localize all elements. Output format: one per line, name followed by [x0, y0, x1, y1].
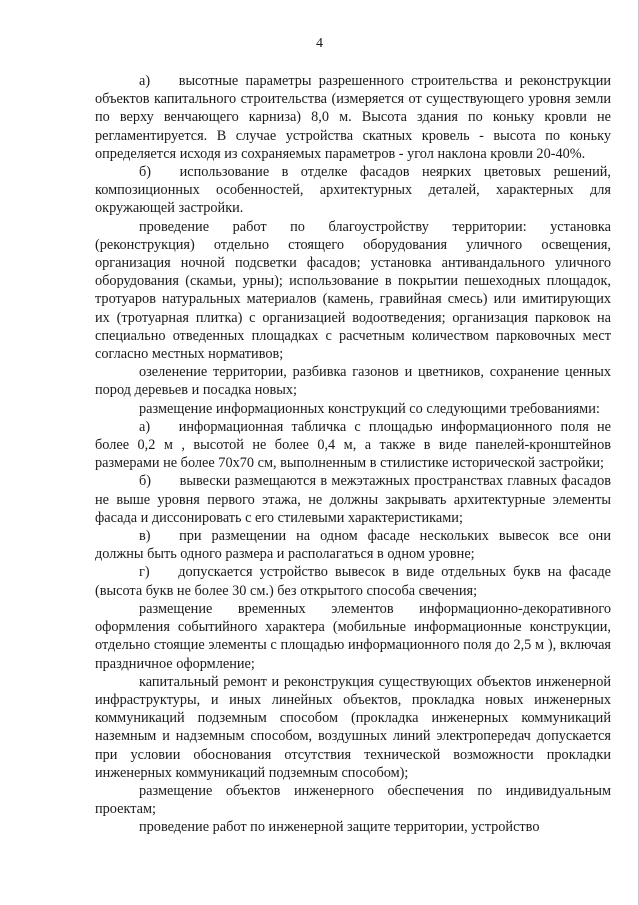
paragraph-info-plate: а) информационная табличка с площадью информационного поля не более 0,2 м , высотой не более 0,4 м, а также в виде панелей-кронштейнов размерами не более 70х70 см, выполненным в стилистике исторической застройки;: [95, 418, 611, 472]
paragraph-engineering-facilities: размещение объектов инженерного обеспечения по индивидуальным проектам;: [95, 782, 611, 818]
paragraph-engineering-infrastructure: капитальный ремонт и реконструкция существующих объектов инженерной инфраструктуры, и иных линейных объектов, прокладка новых инженерных коммуникаций подземным способом (прокладка инженерных коммуникаций наземным и надземным способом, воздушных линий электропередач допускается при условии обоснования отсутствия технической возможности прокладки инженерных коммуникаций подземным способом);: [95, 673, 611, 781]
paragraph-height-parameters: а) высотные параметры разрешенного строительства и реконструкции объектов капитального строительства (измеряется от существующего уровня земли по верху венчающего карниза) 8,0 м. Высота здания по коньку кровли не регламентируется. В случае устройства скатных кровель - высота по коньку определяется исходя из сохраняемых параметров - угол наклона кровли 20-40%.: [95, 73, 611, 162]
document-body: [95, 72, 611, 837]
paragraph-signboard-letters: г) допускается устройство вывесок в виде отдельных букв на фасаде (высота букв не более 30 см.) без открытого способа свечения;: [95, 564, 611, 599]
paragraph-info-structures: размещение информационных конструкций со следующими требованиями:: [139, 400, 600, 417]
paragraph-greening: озеленение территории, разбивка газонов и цветников, сохранение ценных пород деревьев и посадка новых;: [95, 364, 611, 399]
page-number: 4: [316, 36, 323, 51]
paragraph-landscaping-works: проведение работ по благоустройству территории: установка (реконструкция) отдельно стоящего оборудования уличного освещения, организация ночной подсветки фасадов; установка антивандального уличного оборудования (скамьи, урны); использование в покрытии пешеходных площадок, тротуаров натуральных материалов (камень, гравийная смесь) или имитирующих их (тротуарная плитка) с организацией водоотведения; организация парковок на специально отведенных площадках с расчетным количеством парковочных мест согласно местных нормативов;: [95, 218, 611, 363]
paragraph-facade-finishing: б) использование в отделке фасадов неярких цветовых решений, композиционных особенностей, архитектурных деталей, характерных для окружающей застройки.: [95, 164, 611, 217]
paragraph-temporary-decor: размещение временных элементов информационно-декоративного оформления событийного характера (мобильные информационные конструкции, отдельно стоящие элементы с площадью информационного поля до 2,5 м ), включая праздничное оформление;: [95, 600, 611, 672]
paragraph-engineering-protection: проведение работ по инженерной защите территории, устройство: [139, 819, 540, 836]
paragraph-signboards-placement: б) вывески размещаются в межэтажных пространствах главных фасадов не выше уровня первого этажа, не должны закрывать архитектурные элементы фасада и диссонировать с его стилевыми характеристиками;: [95, 473, 611, 526]
paragraph-signboards-size: в) при размещении на одном фасаде нескольких вывесок все они должны быть одного размера и располагаться в одном уровне;: [95, 528, 611, 563]
